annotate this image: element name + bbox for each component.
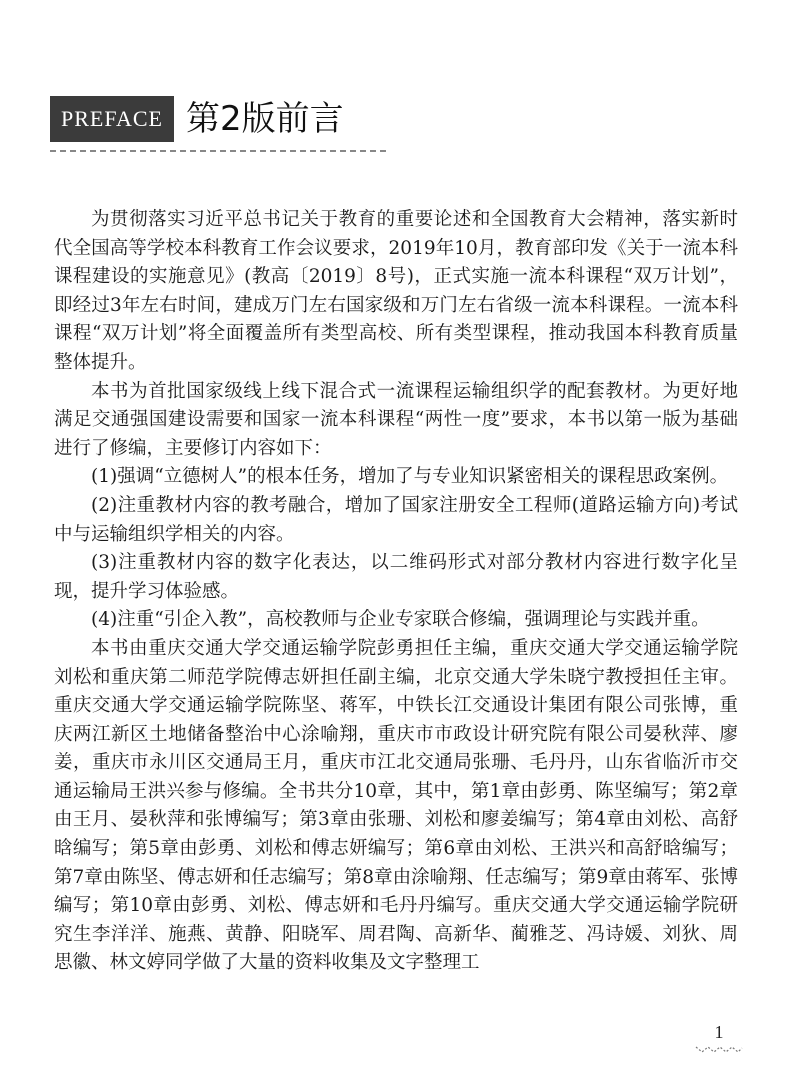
paragraph-5: (3)注重教材内容的数字化表达，以二维码形式对部分教材内容进行数字化呈现，提升学习体验感。 xyxy=(54,552,738,602)
body-text xyxy=(54,206,738,978)
preface-header xyxy=(50,96,344,142)
paragraph-1: 为贯彻落实习近平总书记关于教育的重要论述和全国教育大会精神，落实新时代全国高等学校本科教育工作会议要求，2019年10月，教育部印发《关于一流本科课程建设的实施意见》(教高〔2019〕8号)，正式实施一流本科课程“双万计划”，即经过3年左右时间，建成万门左右国家级和万门左右省级一流本科课程。一流本科课程“双万计划”将全面覆盖所有类型高校、所有类型课程，推动我国本科教育质量整体提升。 xyxy=(54,209,738,373)
header-divider xyxy=(50,150,386,152)
preface-tag: PREFACE xyxy=(50,96,174,142)
paragraph-6: (4)注重“引企入教”，高校教师与企业专家联合修编，强调理论与实践并重。 xyxy=(91,609,710,631)
page-number-ornament xyxy=(694,1044,744,1056)
page-title: 第2版前言 xyxy=(186,99,344,139)
paragraph-7: 本书由重庆交通大学交通运输学院彭勇担任主编，重庆交通大学交通运输学院刘松和重庆第二师范学院傅志妍担任副主编，北京交通大学朱晓宁教授担任主审。重庆交通大学交通运输学院陈坚、蒋军，中铁长江交通设计集团有限公司张博，重庆两江新区土地储备整治中心涂喻翔，重庆市市政设计研究院有限公司晏秋萍、廖姜，重庆市永川区交通局王月，重庆市江北交通局张珊、毛丹丹，山东省临沂市交通运输局王洪兴参与修编。全书共分10章，其中，第1章由彭勇、陈坚编写；第2章由王月、晏秋萍和张博编写；第3章由张珊、刘松和廖姜编写；第4章由刘松、高舒晗编写；第5章由彭勇、刘松和傅志妍编写；第6章由刘松、王洪兴和高舒晗编写；第7章由陈坚、傅志妍和任志编写；第8章由涂喻翔、任志编写；第9章由蒋军、张博编写；第10章由彭勇、刘松、傅志妍和毛丹丹编写。重庆交通大学交通运输学院研究生李洋洋、施燕、黄静、阳晓军、周君陶、高新华、蔺雅芝、冯诗媛、刘狄、周思徽、林文婷同学做了大量的资料收集及文字整理工 xyxy=(54,637,738,974)
paragraph-2: 本书为首批国家级线上线下混合式一流课程运输组织学的配套教材。为更好地满足交通强国建设需要和国家一流本科课程“两性一度”要求，本书以第一版为基础进行了修编，主要修订内容如下： xyxy=(54,380,738,459)
page-number: 1 xyxy=(714,1022,724,1042)
paragraph-3: (1)强调“立德树人”的根本任务，增加了与专业知识紧密相关的课程思政案例。 xyxy=(91,466,729,488)
paragraph-4: (2)注重教材内容的教考融合，增加了国家注册安全工程师(道路运输方向)考试中与运输组织学相关的内容。 xyxy=(54,494,738,545)
